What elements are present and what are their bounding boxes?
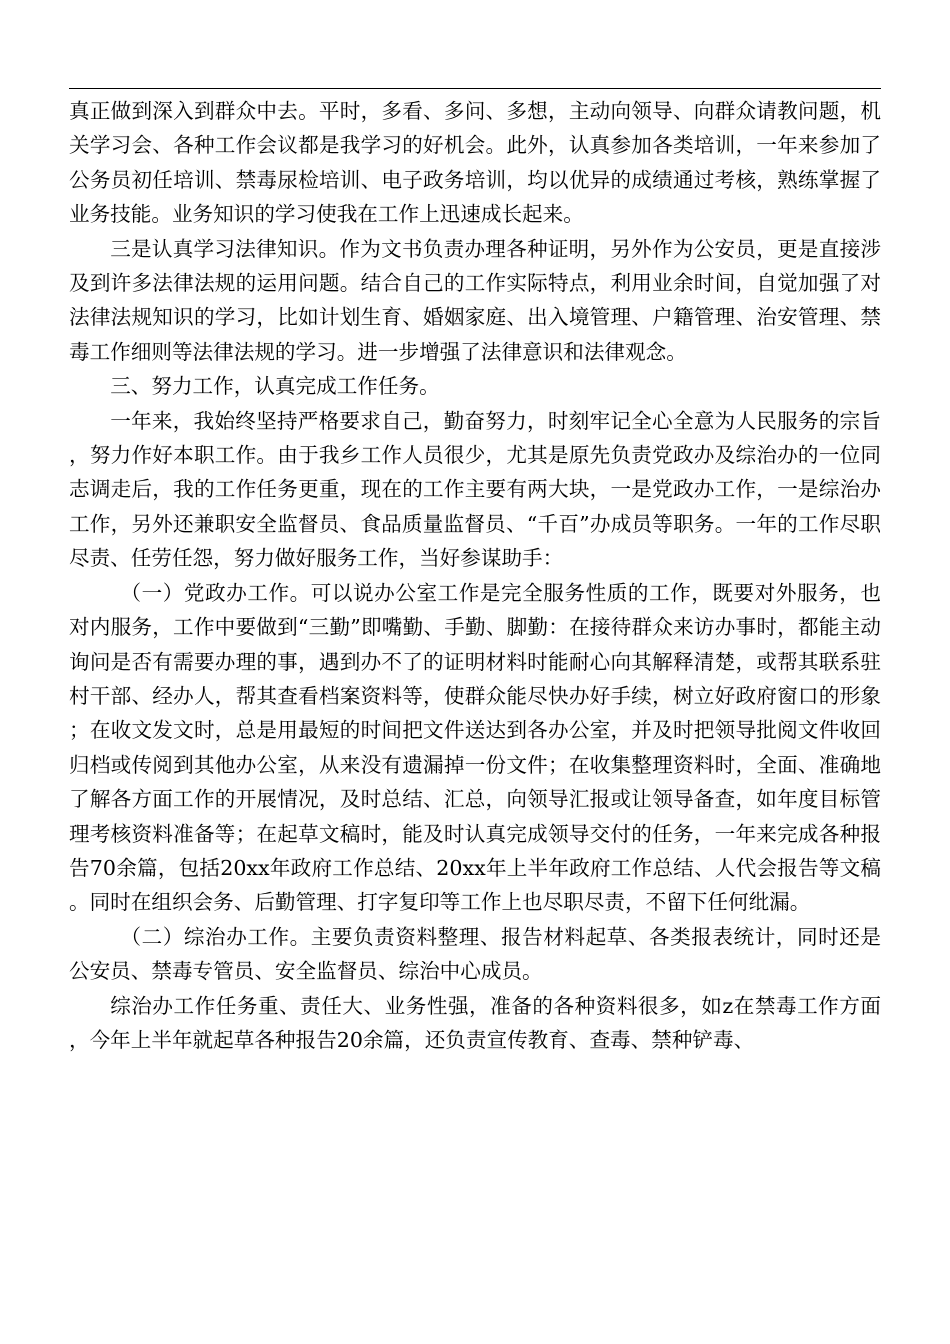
document-body: [69, 94, 881, 1057]
paragraph-business-study: 真正做到深入到群众中去。平时，多看、多问、多想，主动向领导、向群众请教问题，机关学习会、各种工作会议都是我学习的好机会。此外，认真参加各类培训，一年来参加了公务员初任培训、禁毒尿检培训、电子政务培训，均以优异的成绩通过考核，熟练掌握了业务技能。业务知识的学习使我在工作上迅速成长起来。: [69, 99, 881, 227]
header-rule: [69, 88, 881, 89]
section-heading-work: 三、努力工作，认真完成工作任务。: [110, 374, 440, 399]
paragraph-comprehensive-office: （二）综治办工作。主要负责资料整理、报告材料起草、各类报表统计，同时还是公安员、禁毒专管员、安全监督员、综治中心成员。: [69, 924, 881, 984]
paragraph-work-overview: 一年来，我始终坚持严格要求自己，勤奋努力，时刻牢记全心全意为人民服务的宗旨，努力作好本职工作。由于我乡工作人员很少，尤其是原先负责党政办及综治办的一位同志调走后，我的工作任务更重，现在的工作主要有两大块，一是党政办工作，一是综治办工作，另外还兼职安全监督员、食品质量监督员、“千百”办成员等职务。一年的工作尽职尽责、任劳任怨，努力做好服务工作，当好参谋助手：: [69, 408, 881, 571]
paragraph-legal-study: 三是认真学习法律知识。作为文书负责办理各种证明，另外作为公安员，更是直接涉及到许多法律法规的运用问题。结合自己的工作实际特点，利用业余时间，自觉加强了对法律法规知识的学习，比如计划生育、婚姻家庭、出入境管理、户籍管理、治安管理、禁毒工作细则等法律法规的学习。进一步增强了法律意识和法律观念。: [69, 236, 881, 364]
paragraph-party-office: （一）党政办工作。可以说办公室工作是完全服务性质的工作，既要对外服务，也对内服务，工作中要做到“三勤”即嘴勤、手勤、脚勤：在接待群众来访办事时，都能主动询问是否有需要办理的事，遇到办不了的证明材料时能耐心向其解释清楚，或帮其联系驻村干部、经办人，帮其查看档案资料等，使群众能尽快办好手续，树立好政府窗口的形象；在收文发文时，总是用最短的时间把文件送达到各办公室，并及时把领导批阅文件收回归档或传阅到其他办公室，从来没有遗漏掉一份文件；在收集整理资料时，全面、准确地了解各方面工作的开展情况，及时总结、汇总，向领导汇报或让领导备查，如年度目标管理考核资料准备等；在起草文稿时，能及时认真完成领导交付的任务，一年来完成各种报告70余篇，包括20xx年政府工作总结、20xx年上半年政府工作总结、人代会报告等文稿。同时在组织会务、后勤管理、打字复印等工作上也尽职尽责，不留下任何纰漏。: [69, 580, 881, 915]
paragraph-comprehensive-tasks: 综治办工作任务重、责任大、业务性强，准备的各种资料很多，如z在禁毒工作方面，今年上半年就起草各种报告20余篇，还负责宣传教育、查毒、禁种铲毒、: [69, 993, 881, 1052]
